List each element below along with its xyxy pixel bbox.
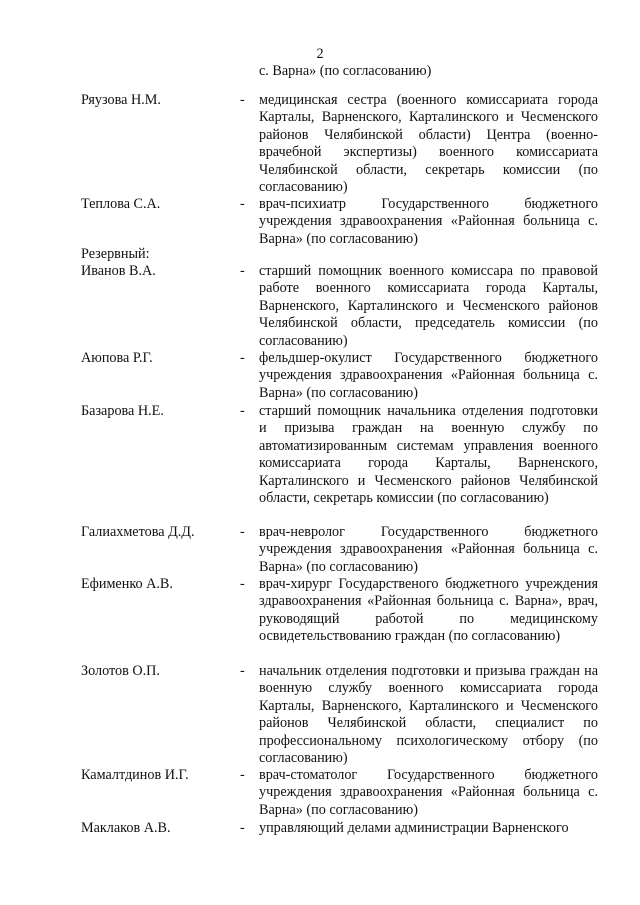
continuation-text: с. Варна» (по согласованию) — [259, 63, 432, 79]
member-description: управляющий делами администрации Варненского — [259, 820, 569, 836]
member-dash: - — [240, 196, 245, 212]
member-name: Ряузова Н.М. — [81, 92, 161, 108]
member-name: Камалтдинов И.Г. — [81, 767, 189, 783]
member-description: начальник отделения подготовки и призыва граждан на военную службу военного комиссариата города Карталы, Варненского, Карталинского и Чесменского районов Челябинской области, специалист по профессиональному психологическому отбору (по согласованию) — [259, 663, 598, 767]
member-dash: - — [240, 403, 245, 419]
member-dash: - — [240, 663, 245, 679]
member-description: врач-хирург Государственого бюджетного учреждения здравоохранения «Районная больница с. Варна», врач, руководящий работой по медицинскому освидетельствованию граждан (по согласованию) — [259, 576, 598, 645]
member-description: врач-невролог Государственного бюджетного учреждения здравоохранения «Районная больница с. Варна» (по согласованию) — [259, 524, 598, 575]
member-name: Галиахметова Д.Д. — [81, 524, 195, 540]
page-number: 2 — [316, 46, 324, 62]
member-dash: - — [240, 820, 245, 836]
member-description: врач-стоматолог Государственного бюджетного учреждения здравоохранения «Районная больница с. Варна» (по согласованию) — [259, 767, 598, 818]
member-description: фельдшер-окулист Государственного бюджетного учреждения здравоохранения «Районная больница с. Варна» (по согласованию) — [259, 350, 598, 401]
member-dash: - — [240, 767, 245, 783]
member-dash: - — [240, 350, 245, 366]
member-dash: - — [240, 524, 245, 540]
member-name: Аюпова Р.Г. — [81, 350, 153, 366]
member-name: Базарова Н.Е. — [81, 403, 164, 419]
member-name: Иванов В.А. — [81, 263, 156, 279]
member-name: Ефименко А.В. — [81, 576, 173, 592]
member-description: врач-психиатр Государственного бюджетного учреждения здравоохранения «Районная больница с. Варна» (по согласованию) — [259, 196, 598, 247]
member-name: Маклаков А.В. — [81, 820, 171, 836]
member-name: Теплова С.А. — [81, 196, 161, 212]
member-description: старший помощник начальника отделения подготовки и призыва граждан на военную службу по автоматизированным системам управления военного комиссариата города Карталы, Варненского, Карталинского и Чесменского районов Челябинской области, секретарь комиссии (по согласованию) — [259, 403, 598, 507]
member-dash: - — [240, 92, 245, 108]
member-description: медицинская сестра (военного комиссариата города Карталы, Варненского, Карталинского и Чесменского районов Челябинской области) Центра (военно-врачебной экспертизы) военного комиссариата Челябинской области, секретарь комиссии (по согласованию) — [259, 92, 598, 196]
member-description: старший помощник военного комиссара по правовой работе военного комиссариата города Карталы, Варненского, Карталинского и Чесменского районов Челябинской области, председатель комиссии (по согласованию) — [259, 263, 598, 349]
reserve-heading: Резервный: — [81, 246, 150, 262]
member-name: Золотов О.П. — [81, 663, 160, 679]
member-dash: - — [240, 263, 245, 279]
member-dash: - — [240, 576, 245, 592]
